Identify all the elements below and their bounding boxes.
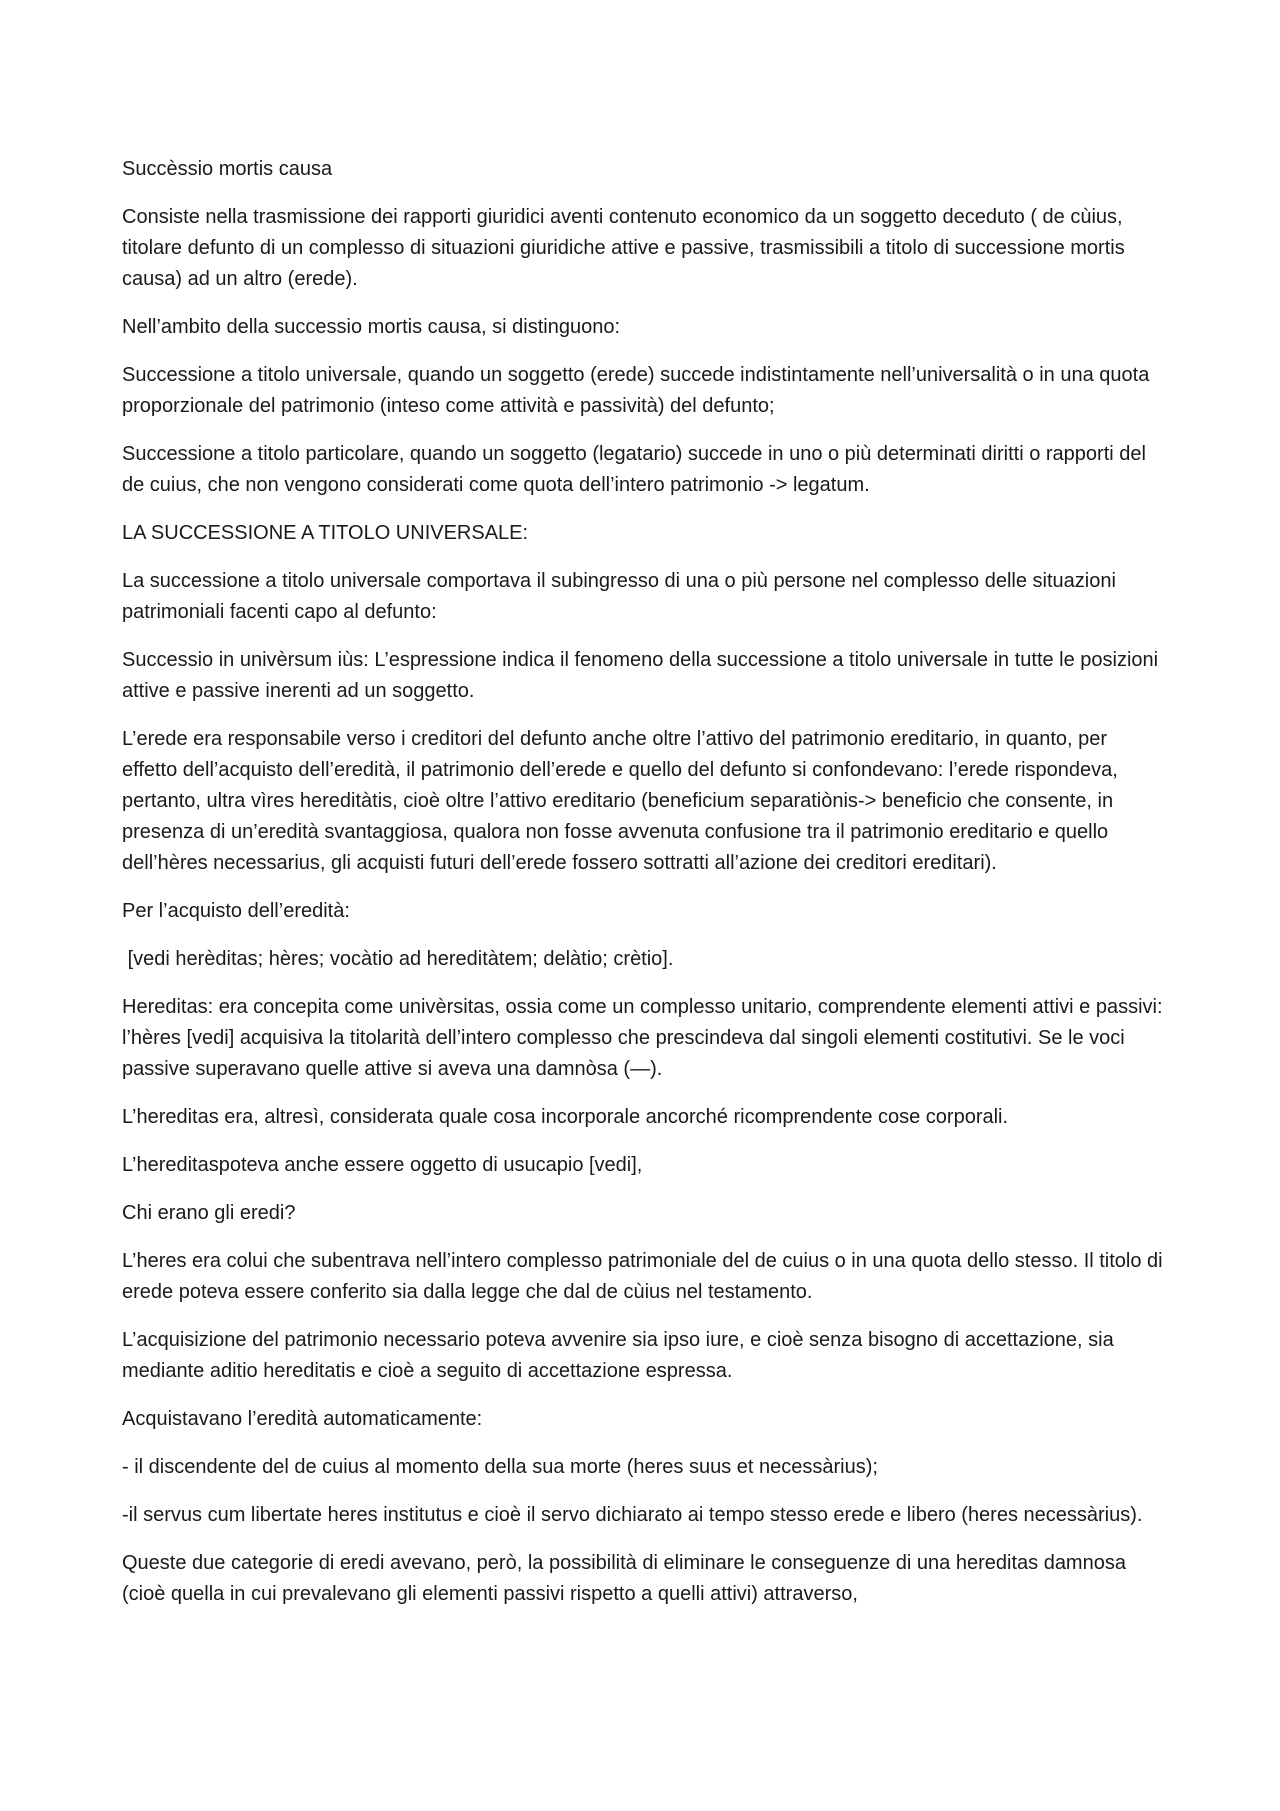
paragraph: Nell’ambito della successio mortis causa, si distinguono:: [122, 316, 621, 338]
paragraph: L’acquisizione del patrimonio necessario poteva avvenire sia ipso iure, e cioè senza bisogno di accettazione, sia mediante aditio hereditatis e cioè a seguito di accettazione espressa.: [122, 1329, 1120, 1382]
list-item: -il servus cum libertate heres institutus e cioè il servo dichiarato ai tempo stesso erede e libero (heres necessàrius).: [122, 1504, 1143, 1526]
document-body: [122, 154, 1169, 1627]
paragraph: L’hereditaspoteva anche essere oggetto di usucapio [vedi],: [122, 1154, 643, 1176]
paragraph: L’heres era colui che subentrava nell’intero complesso patrimoniale del de cuius o in una quota dello stesso. Il titolo di erede poteva essere conferito sia dalla legge che dal de cùius nel testamento.: [122, 1250, 1169, 1303]
document-title: Succèssio mortis causa: [122, 158, 333, 180]
paragraph: L’erede era responsabile verso i creditori del defunto anche oltre l’attivo del patrimonio ereditario, in quanto, per effetto dell’acquisto dell’eredità, il patrimonio dell’erede e quello del defunto si confondevano: l’erede rispondeva, pertanto, ultra vìres hereditàtis, cioè oltre l’attivo ereditario (beneficium separatiònis-> beneficio che consente, in presenza di un’eredità svantaggiosa, qualora non fosse avvenuta confusione tra il patrimonio ereditario e quello dell’hères necessarius, gli acquisti futuri dell’erede fossero sottratti all’azione dei creditori ereditari).: [122, 728, 1124, 874]
paragraph: Acquistavano l’eredità automaticamente:: [122, 1408, 483, 1430]
section-heading: LA SUCCESSIONE A TITOLO UNIVERSALE:: [122, 522, 529, 544]
paragraph: Successione a titolo universale, quando un soggetto (erede) succede indistintamente nell’universalità o in una quota proporzionale del patrimonio (inteso come attività e passività) del defunto;: [122, 364, 1155, 417]
paragraph: Hereditas: era concepita come univèrsitas, ossia come un complesso unitario, comprendente elementi attivi e passivi: l’hères [vedi] acquisiva la titolarità dell’intero complesso che prescindeva dal singoli elementi costitutivi. Se le voci passive superavano quelle attive si aveva una damnòsa (—).: [122, 996, 1169, 1080]
paragraph: La successione a titolo universale comportava il subingresso di una o più persone nel complesso delle situazioni patrimoniali facenti capo al defunto:: [122, 570, 1122, 623]
paragraph: L’hereditas era, altresì, considerata quale cosa incorporale ancorché ricomprendente cose corporali.: [122, 1106, 1009, 1128]
paragraph: Successione a titolo particolare, quando un soggetto (legatario) succede in uno o più determinati diritti o rapporti del de cuius, che non vengono considerati come quota dell’intero patrimonio -> legatum.: [122, 443, 1152, 496]
paragraph: Successio in univèrsum iùs: L’espressione indica il fenomeno della successione a titolo universale in tutte le posizioni attive e passive inerenti ad un soggetto.: [122, 649, 1164, 702]
list-item: - il discendente del de cuius al momento della sua morte (heres suus et necessàrius);: [122, 1456, 878, 1478]
paragraph: Consiste nella trasmissione dei rapporti giuridici aventi contenuto economico da un soggetto deceduto ( de cùius, titolare defunto di un complesso di situazioni giuridiche attive e passive, trasmissibili a titolo di successione mortis causa) ad un altro (erede).: [122, 206, 1131, 290]
paragraph: [vedi herèditas; hères; vocàtio ad hereditàtem; delàtio; crètio].: [122, 948, 674, 970]
paragraph: Chi erano gli eredi?: [122, 1202, 296, 1224]
paragraph: Per l’acquisto dell’eredità:: [122, 900, 350, 922]
paragraph: Queste due categorie di eredi avevano, però, la possibilità di eliminare le conseguenze di una hereditas damnosa (cioè quella in cui prevalevano gli elementi passivi rispetto a quelli attivi) attraverso,: [122, 1552, 1132, 1605]
